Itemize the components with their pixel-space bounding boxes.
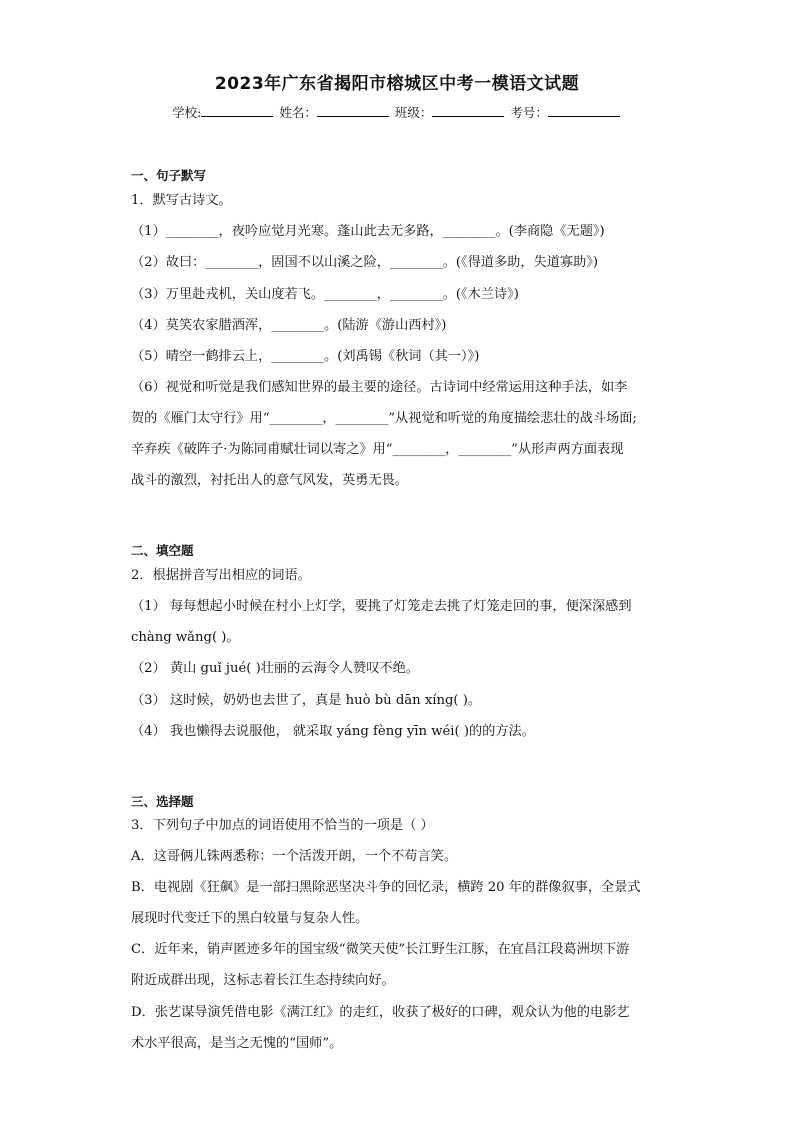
exam-no-blank (548, 104, 620, 117)
option-c: C．近年来，销声匿迹多年的国宝级“微笑天使”长江野生江豚，在宜昌江段葛洲坝下游 (131, 942, 630, 957)
exam-no-label: 考号： (510, 105, 548, 120)
option-b-cont: 展现时代变迁下的黑白较量与复杂人性。 (131, 911, 369, 926)
school-blank (201, 104, 273, 117)
name-blank (317, 104, 389, 117)
option-d-cont: 术水平很高，是当之无愧的“国师”。 (131, 1036, 343, 1051)
question-line: chàng wǎng( )。 (131, 630, 240, 645)
question-line: （1）________，夜吟应觉月光寒。蓬山此去无多路，________。(李商隐《无题》) (131, 224, 605, 239)
question-line: （4） 我也懒得去说服他， 就采取 yáng fèng yīn wéi( )的的方法。 (131, 724, 535, 739)
question-line: （3） 这时候，奶奶也去世了，真是 huò bù dān xíng( )。 (131, 693, 482, 708)
question-line: 战斗的激烈，衬托出人的意气风发，英勇无畏。 (131, 473, 408, 488)
option-c-cont: 附近成群出现，这标志着长江生态持续向好。 (131, 973, 395, 988)
question-line: （1） 每每想起小时候在村小上灯学，要挑了灯笼走去挑了灯笼走回的事，便深深感到 (131, 599, 632, 614)
question-line: （5）晴空一鹤排云上，________。(刘禹锡《秋词（其一）》) (131, 349, 480, 364)
question-line: （4）莫笑农家腊酒浑，________。(陆游《游山西村》) (131, 318, 447, 333)
question-line: （6）视觉和听觉是我们感知世界的最主要的途径。古诗词中经常运用这种手法，如李 (131, 380, 628, 395)
option-b: B．电视剧《狂飙》是一部扫黑除恶坚决斗争的回忆录，横跨 20 年的群像叙事，全景式 (131, 880, 641, 895)
question-line: 辛弃疾《破阵子·为陈同甫赋壮词以寄之》用“________，________”从形声两方面表现 (131, 442, 624, 457)
question-stem: 2．根据拼音写出相应的词语。 (131, 568, 311, 583)
question-line: （2） 黄山 guǐ jué( )壮丽的云海令人赞叹不绝。 (131, 661, 419, 676)
question-stem: 1．默写古诗文。 (131, 193, 232, 208)
class-label: 班级： (394, 105, 433, 120)
question-stem: 3．下列句子中加点的词语使用不恰当的一项是（ ） (131, 818, 434, 833)
section-heading: 二、填空题 (131, 543, 194, 558)
exam-title: 2023年广东省揭阳市榕城区中考一模语文试题 (214, 74, 580, 94)
question-line: （2）故曰：________，固国不以山溪之险，________。(《得道多助，失道寡助》) (131, 255, 599, 270)
section-heading: 一、句子默写 (131, 168, 207, 183)
option-d: D．张艺谋导演凭借电影《满江红》的走红，收获了极好的口碑，观众认为他的电影艺 (131, 1005, 630, 1020)
school-label: 学校: (172, 105, 202, 120)
name-label: 姓名： (279, 105, 317, 120)
question-line: （3）万里赴戎机，关山度若飞。________，________。(《木兰诗》) (131, 287, 519, 302)
student-info-row (0, 103, 794, 121)
section-heading: 三、选择题 (131, 794, 194, 809)
class-blank (432, 104, 504, 117)
option-a: A．这哥俩儿铢两悉称：一个活泼开朗，一个不苟言笑。 (131, 849, 458, 864)
question-line: 贺的《雁门太守行》用“________，________”从视觉和听觉的角度描绘悲壮的战斗场面; (131, 411, 637, 426)
